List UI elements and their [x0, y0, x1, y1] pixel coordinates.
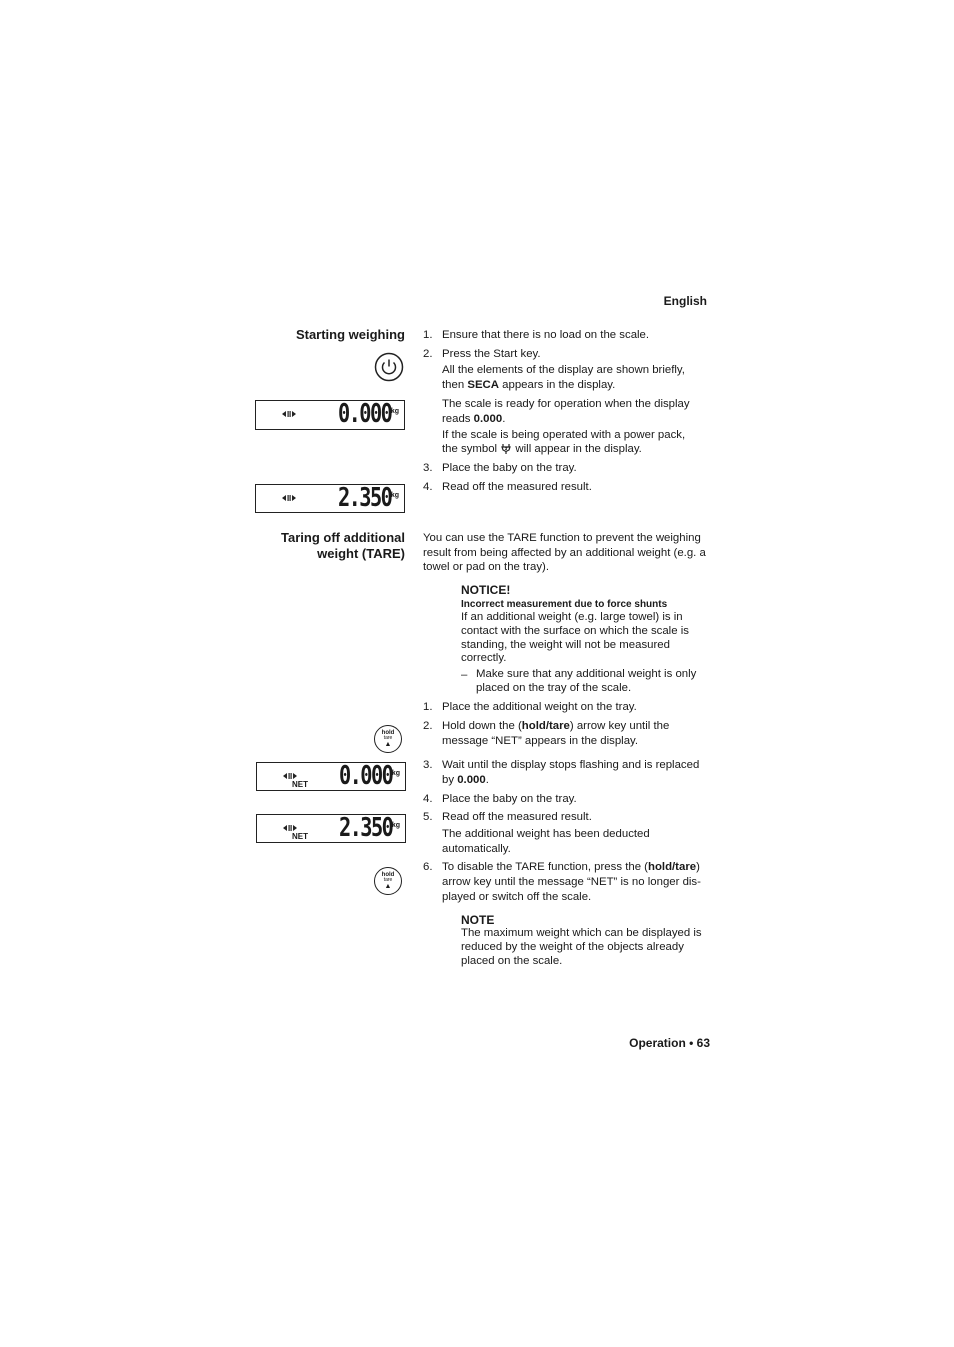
display-weight — [255, 484, 405, 513]
notice-body: If an additional weight (e.g. large towel) is in contact with the surface on which the scale is standing, the weight will not be measured correctly. — [461, 611, 689, 665]
step-detail: All the elements of the display are shown briefly, — [442, 364, 685, 376]
unit-label: kg — [391, 770, 400, 777]
display-net-zero — [256, 762, 406, 791]
notice-bullet: Make sure that any additional weight is only placed on the tray of the scale. — [476, 668, 697, 694]
step-number: 2. — [423, 720, 433, 732]
step-text: Press the Start key. — [442, 348, 541, 360]
step-number: 4. — [423, 793, 433, 805]
unit-label: kg — [390, 408, 399, 415]
hold-tare-button: hold tare ▲ — [374, 725, 402, 753]
note-title: NOTE — [461, 913, 495, 927]
net-indicator: NET — [292, 832, 308, 841]
display-value: 2.350 — [339, 813, 393, 843]
step-detail: the symbol will appear in the display. — [442, 443, 642, 455]
step-number: 5. — [423, 811, 433, 823]
step-text: Wait until the display stops flashing and is replaced by 0.000. — [442, 759, 700, 786]
step-detail: then SECA appears in the display. — [442, 379, 616, 391]
intro-paragraph: You can use the TARE function to prevent the weighing result from being affected by an additional weight (e.g. a towel or pad on the tray). — [423, 532, 706, 573]
step-text: Place the additional weight on the tray. — [442, 701, 637, 713]
net-indicator: NET — [292, 780, 308, 789]
balance-arrows-icon — [282, 407, 296, 422]
step-number: 4. — [423, 481, 433, 493]
display-net-weight — [256, 814, 406, 843]
notice-subtitle: Incorrect measurement due to force shunts — [461, 599, 668, 610]
power-icon — [374, 352, 404, 382]
step-text: Place the baby on the tray. — [442, 462, 577, 474]
bullet-dash: – — [461, 669, 468, 681]
power-plug-icon — [500, 442, 512, 454]
section-title-taring: Taring off additional weight (TARE) — [281, 530, 405, 561]
section-title-starting-weighing: Starting weighing — [295, 327, 405, 342]
language-label: English — [663, 294, 707, 308]
step-number: 3. — [423, 759, 433, 771]
unit-label: kg — [391, 822, 400, 829]
step-number: 2. — [423, 348, 433, 360]
step-text: Ensure that there is no load on the scale. — [442, 329, 650, 341]
step-text: Read off the measured result. — [442, 481, 592, 493]
step-number: 1. — [423, 701, 433, 713]
note-body: The maximum weight which can be displayed is reduced by the weight of the objects already placed on the scale. — [461, 927, 702, 967]
step-text: To disable the TARE function, press the (hold/tare) arrow key until the message “NET” is no longer dis-played or switch off the scale. — [442, 861, 701, 903]
arrow-up-icon: ▲ — [384, 741, 392, 748]
display-value: 2.350 — [338, 483, 392, 513]
page-footer: Operation • 63 — [629, 1036, 710, 1050]
step-text: Hold down the (hold/tare) arrow key until the message “NET” appears in the display. — [442, 720, 670, 747]
display-value: 0.000 — [339, 761, 393, 791]
hold-tare-button: hold tare ▲ — [374, 867, 402, 895]
step-text: Read off the measured result. — [442, 811, 592, 823]
balance-arrows-icon — [282, 491, 296, 506]
notice-title: NOTICE! — [461, 583, 511, 597]
step-number: 1. — [423, 329, 433, 341]
step-detail: The scale is ready for operation when the display reads 0.000. — [442, 398, 690, 425]
display-zero — [255, 400, 405, 430]
unit-label: kg — [390, 492, 399, 499]
step-text: Place the baby on the tray. — [442, 793, 577, 805]
display-value: 0.000 — [338, 399, 392, 429]
step-detail: If the scale is being operated with a power pack, — [442, 429, 686, 441]
step-number: 3. — [423, 462, 433, 474]
arrow-up-icon: ▲ — [384, 883, 392, 890]
step-detail: The additional weight has been deducted automatically. — [442, 828, 650, 855]
step-number: 6. — [423, 861, 433, 873]
